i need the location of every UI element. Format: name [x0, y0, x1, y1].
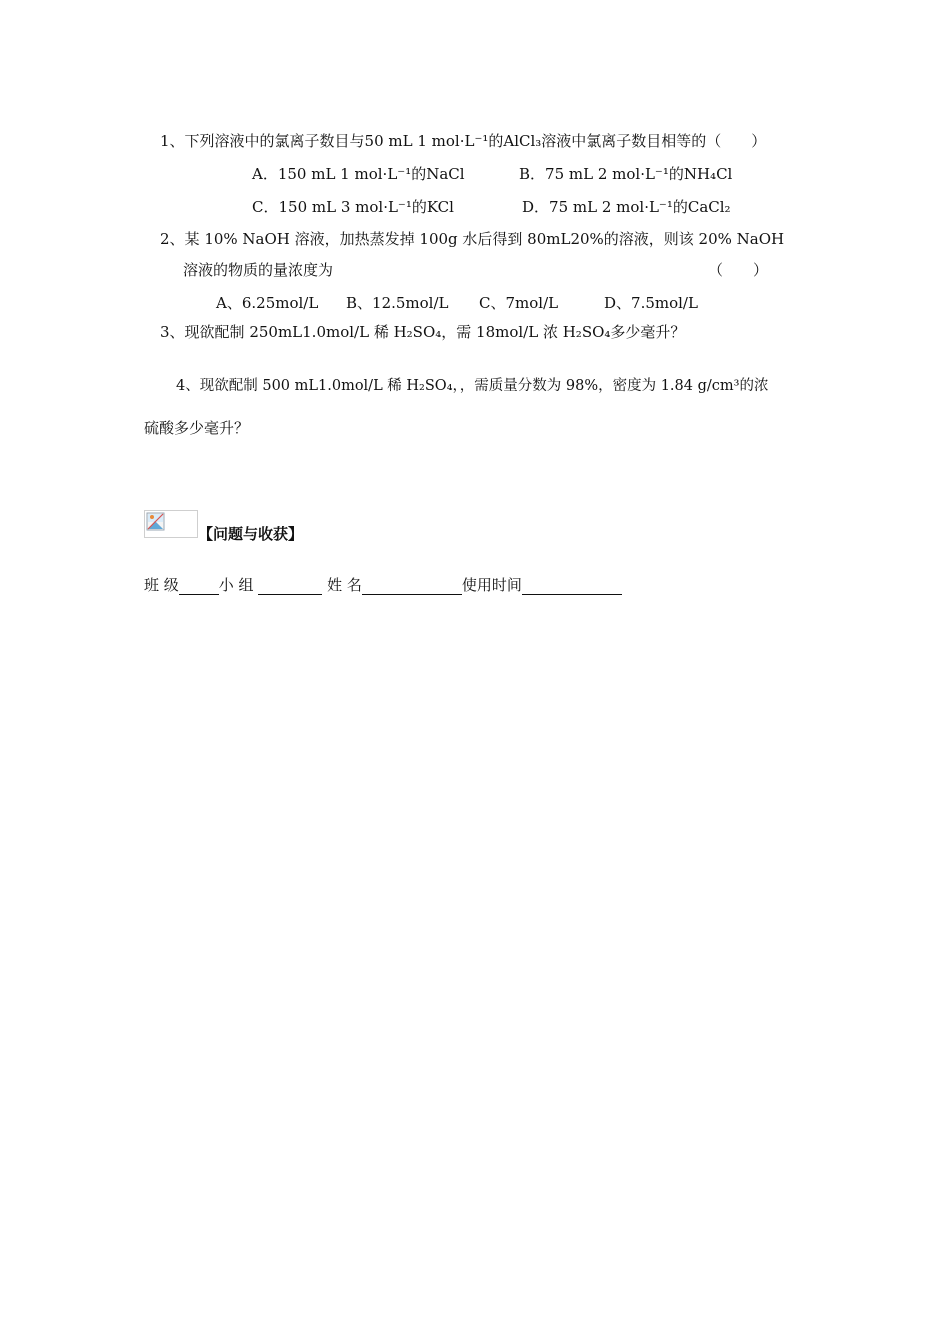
group-label: 小 组 — [218, 576, 254, 594]
footer-fields — [144, 575, 622, 595]
question-2-number: 2、 — [160, 230, 185, 248]
name-label: 姓 名 — [327, 576, 362, 594]
question-1-number: 1、 — [160, 132, 185, 150]
question-1-option-a: A．150 mL 1 mol·L⁻¹的NaCl — [252, 165, 465, 183]
question-2-option-b: B、12.5mol/L — [346, 294, 449, 312]
question-2 — [160, 229, 784, 249]
question-2-answer-paren: （ ） — [708, 261, 769, 279]
question-2-text-line1: 某 10% NaOH 溶液，加热蒸发掉 100g 水后得到 80mL20%的溶液，则该 20% NaOH — [184, 230, 785, 248]
broken-image-glyph — [146, 512, 166, 532]
question-1-option-c: C．150 mL 3 mol·L⁻¹的KCl — [252, 198, 454, 216]
question-3-number: 3、 — [160, 323, 185, 341]
question-1-option-b: B．75 mL 2 mol·L⁻¹的NH₄Cl — [519, 165, 733, 183]
question-4-text-line2: 硫酸多少毫升？ — [144, 419, 250, 437]
group-blank[interactable] — [258, 578, 322, 595]
question-3-text: 现欲配制 250mL1.0mol/L 稀 H₂SO₄，需 18mol/L 浓 H₂SO₄多少毫升？ — [184, 323, 686, 341]
question-2-option-a: A、6.25mol/L — [216, 294, 319, 312]
class-blank[interactable] — [179, 578, 219, 595]
question-1-option-d: D．75 mL 2 mol·L⁻¹的CaCl₂ — [522, 198, 731, 216]
section-title: 【问题与收获】 — [198, 525, 304, 543]
question-3 — [160, 322, 685, 342]
time-label: 使用时间 — [461, 576, 522, 594]
question-4-number: 4、 — [176, 378, 200, 394]
class-label: 班 级 — [144, 576, 179, 594]
name-blank[interactable] — [362, 578, 462, 595]
question-1-text: 下列溶液中的氯离子数目与50 mL 1 mol·L⁻¹的AlCl₃溶液中氯离子数目相等的（ ） — [184, 132, 767, 150]
question-2-text-line2: 溶液的物质的量浓度为 — [183, 261, 334, 279]
question-2-option-c: C、7mol/L — [479, 294, 559, 312]
question-4 — [176, 376, 768, 396]
question-2-option-d: D、7.5mol/L — [604, 294, 698, 312]
time-blank[interactable] — [522, 578, 622, 595]
question-1 — [160, 131, 766, 151]
question-4-text-line1: 现欲配制 500 mL1.0mol/L 稀 H₂SO₄，，需质量分数为 98%，密度为 1.84 g/cm³的浓 — [199, 378, 769, 394]
broken-image-icon — [144, 510, 198, 538]
